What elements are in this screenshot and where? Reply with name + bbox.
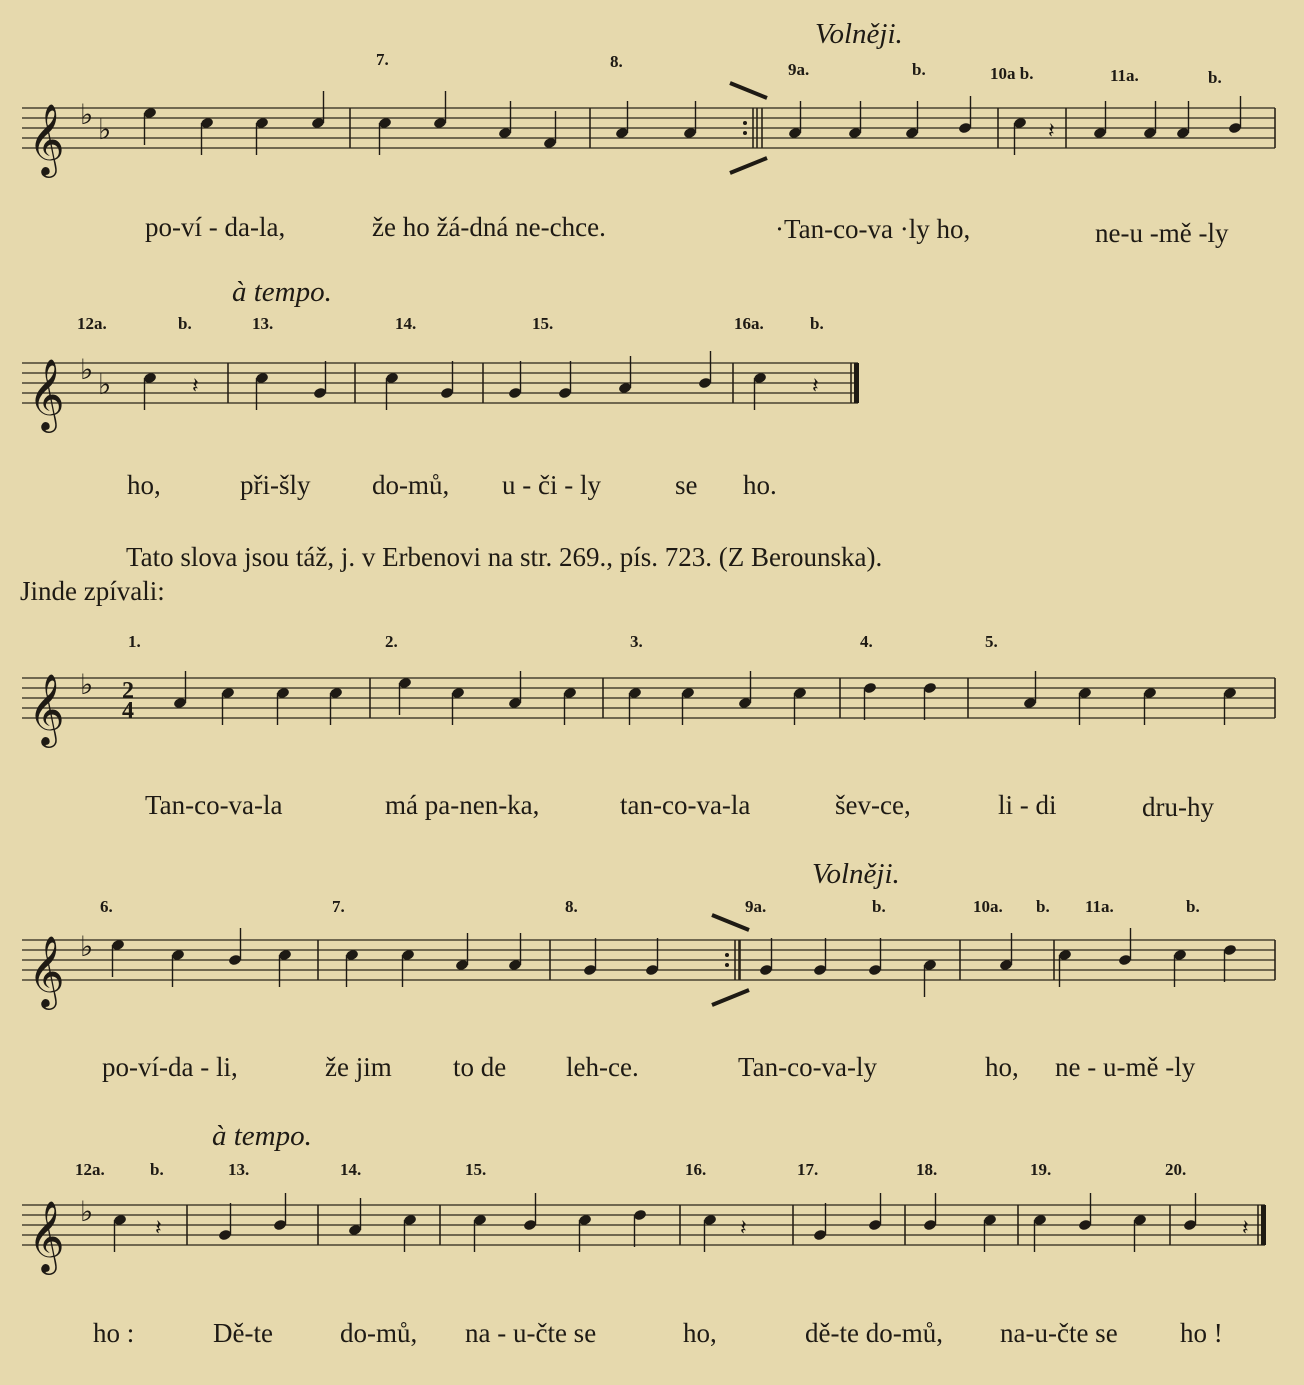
measure-number: 20.	[1165, 1160, 1187, 1179]
quarter-rest-icon: 𝄽	[192, 374, 199, 399]
flat-sign-icon: ♭	[98, 368, 112, 401]
volta-bracket	[730, 158, 767, 173]
flat-sign-icon: ♭	[80, 98, 94, 131]
measure-number: b.	[872, 897, 886, 916]
measure-number: b.	[912, 60, 926, 79]
tempo-marking-a-tempo-2: à tempo.	[212, 1120, 312, 1152]
repeat-dot	[725, 963, 729, 967]
measure-number: 11a.	[1110, 66, 1139, 85]
lyric-line-segment: u - či - ly	[502, 470, 601, 500]
quarter-rest-icon: 𝄽	[155, 1216, 162, 1241]
prose-line: Jinde zpívali:	[20, 576, 165, 606]
volta-bracket	[712, 990, 749, 1005]
lyric-line-segment: Dě-te	[213, 1318, 273, 1348]
lyric-line-segment: dru-hy	[1142, 792, 1214, 822]
lyric-line-segment: šev-ce,	[835, 790, 911, 820]
measure-number: 15.	[465, 1160, 487, 1179]
repeat-dot	[725, 953, 729, 957]
measure-number: 6.	[100, 897, 113, 916]
lyric-line-segment: má pa-nen-ka,	[385, 790, 540, 820]
treble-clef-icon: 𝄞	[28, 934, 65, 1007]
volta-bracket	[730, 83, 767, 98]
lyric-line-segment: ne - u-mě -ly	[1055, 1052, 1196, 1082]
measure-number: 8.	[565, 897, 578, 916]
lyric-line-segment: po-ví - da-la,	[145, 212, 286, 242]
final-bar-line	[854, 363, 859, 403]
lyric-line-segment: se	[675, 470, 698, 500]
measure-number: 15.	[532, 314, 554, 333]
lyric-line-segment: li - di	[998, 790, 1057, 820]
flat-sign-icon: ♭	[80, 930, 94, 963]
lyric-line-segment: že jim	[325, 1052, 392, 1082]
flat-sign-icon: ♭	[80, 353, 94, 386]
tempo-marking-a-tempo-1: à tempo.	[232, 276, 332, 308]
measure-number: 9a.	[788, 60, 810, 79]
lyric-line-segment: na - u-čte se	[465, 1318, 597, 1348]
treble-clef-icon: 𝄞	[28, 1199, 65, 1272]
measure-number: 18.	[916, 1160, 938, 1179]
lyric-line-segment: ho.	[743, 470, 777, 500]
lyric-line-segment: dě-te do-mů,	[805, 1318, 943, 1348]
measure-number: 16a.	[734, 314, 764, 333]
measure-number: 2.	[385, 632, 398, 651]
measure-number: 9a.	[745, 897, 767, 916]
quarter-rest-icon: 𝄽	[812, 374, 819, 399]
quarter-rest-icon: 𝄽	[740, 1216, 747, 1241]
lyric-line-segment: to de	[453, 1052, 507, 1082]
prose-line: Tato slova jsou táž, j. v Erbenovi na str. 269., pís. 723. (Z Berounska).	[126, 542, 883, 572]
measure-number: 14.	[340, 1160, 362, 1179]
lyric-line-segment: ho,	[127, 470, 161, 500]
measure-number: 4.	[860, 632, 873, 651]
measure-number: b.	[1036, 897, 1050, 916]
measure-number: 3.	[630, 632, 643, 651]
lyric-line-segment: ho,	[683, 1318, 717, 1348]
measure-number: b.	[150, 1160, 164, 1179]
measure-number: b.	[1186, 897, 1200, 916]
lyric-line-segment: ho :	[93, 1318, 135, 1348]
tempo-marking-volneji-1: Volněji.	[815, 18, 903, 50]
lyric-line-segment: ne-u -mě -ly	[1095, 218, 1229, 248]
flat-sign-icon: ♭	[80, 1195, 94, 1228]
lyric-line-segment: ho,	[985, 1052, 1019, 1082]
tempo-marking-volneji-2: Volněji.	[812, 858, 900, 890]
measure-number: 10a.	[973, 897, 1003, 916]
volta-bracket	[712, 915, 749, 930]
lyric-line-segment: Tan-co-va-ly	[738, 1052, 878, 1082]
quarter-rest-icon: 𝄽	[1242, 1216, 1249, 1241]
measure-number: b.	[178, 314, 192, 333]
lyric-line-segment: leh-ce.	[566, 1052, 639, 1082]
treble-clef-icon: 𝄞	[28, 357, 65, 430]
lyric-line-segment: do-mů,	[372, 470, 450, 500]
measure-number: 19.	[1030, 1160, 1052, 1179]
quarter-rest-icon: 𝄽	[1048, 119, 1055, 144]
time-signature-top: 2	[122, 678, 134, 704]
measure-number: 8.	[610, 52, 623, 71]
measure-number: 10a b.	[990, 64, 1034, 83]
lyric-line-segment: ho !	[1180, 1318, 1223, 1348]
lyric-line-segment: na-u-čte se	[1000, 1318, 1118, 1348]
flat-sign-icon: ♭	[98, 113, 112, 146]
time-signature-bottom: 4	[122, 698, 134, 724]
lyric-line-segment: při-šly	[240, 470, 311, 500]
measure-number: 12a.	[75, 1160, 105, 1179]
measure-number: b.	[1208, 68, 1222, 87]
lyric-line-segment: po-ví-da - li,	[102, 1052, 238, 1082]
measure-number: 11a.	[1085, 897, 1114, 916]
measure-number: b.	[810, 314, 824, 333]
measure-number: 1.	[128, 632, 141, 651]
lyric-line-segment: tan-co-va-la	[620, 790, 751, 820]
repeat-dot	[743, 131, 747, 135]
lyric-line-segment: že ho žá-dná ne-chce.	[372, 212, 606, 242]
flat-sign-icon: ♭	[80, 668, 94, 701]
lyric-line-segment: Tan-co-va-la	[145, 790, 283, 820]
final-bar-line	[1261, 1205, 1266, 1245]
measure-number: 5.	[985, 632, 998, 651]
lyric-line-segment: do-mů,	[340, 1318, 418, 1348]
measure-number: 16.	[685, 1160, 707, 1179]
measure-number: 7.	[376, 50, 389, 69]
measure-number: 14.	[395, 314, 417, 333]
lyric-line-segment: ·Tan-co-va ·ly ho,	[775, 214, 971, 244]
measure-number: 13.	[228, 1160, 250, 1179]
treble-clef-icon: 𝄞	[28, 102, 65, 175]
treble-clef-icon: 𝄞	[28, 672, 65, 745]
repeat-dot	[743, 121, 747, 125]
measure-number: 7.	[332, 897, 345, 916]
measure-number: 12a.	[77, 314, 107, 333]
measure-number: 13.	[252, 314, 274, 333]
measure-number: 17.	[797, 1160, 819, 1179]
